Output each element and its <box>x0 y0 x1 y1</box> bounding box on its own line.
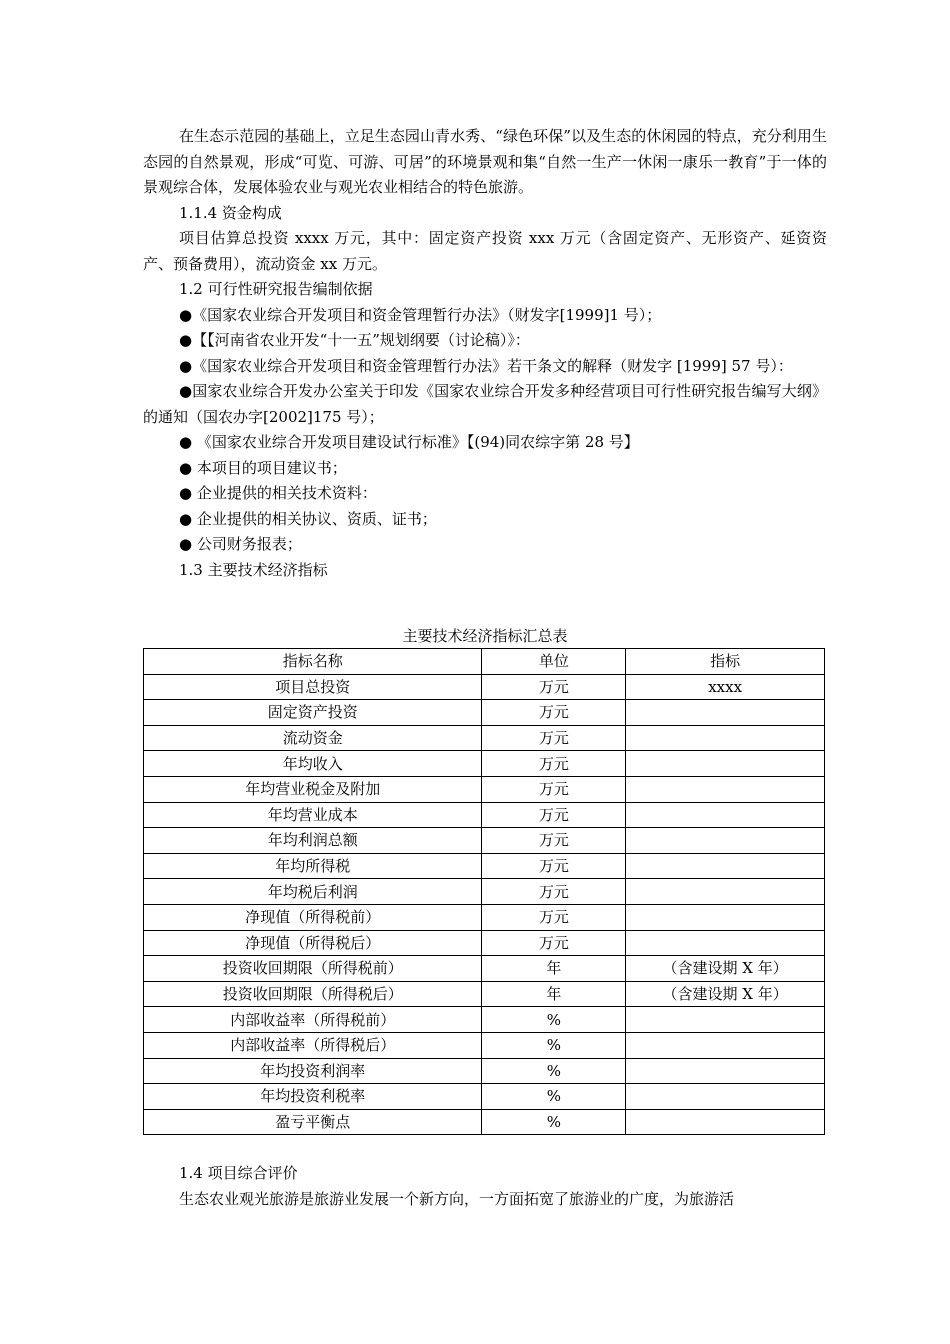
table-cell: 万元 <box>482 776 626 802</box>
table-cell: % <box>482 1058 626 1084</box>
table-row <box>144 981 825 1007</box>
lower-text <box>143 1161 827 1212</box>
table-cell <box>626 930 825 956</box>
table-cell <box>626 700 825 726</box>
table-cell: 净现值（所得税后） <box>144 930 482 956</box>
table-cell <box>626 1084 825 1110</box>
list-item: ●国家农业综合开发办公室关于印发《国家农业综合开发多种经营项目可行性研究报告编写大纲》的通知（国农办字[2002]175 号）； <box>143 382 827 426</box>
list-item: ●《国家农业综合开发项目和资金管理暂行办法》若干条文的解释（财发字 [1999] 57 号）： <box>179 356 793 375</box>
table-cell: 万元 <box>482 828 626 854</box>
column-header: 指标名称 <box>144 649 482 675</box>
table-cell: （含建设期 X 年） <box>626 981 825 1007</box>
list-item: ● 企业提供的相关技术资料： <box>179 484 377 502</box>
table-row <box>144 700 825 726</box>
table-cell: 净现值（所得税前） <box>144 904 482 930</box>
table-cell: 年均营业税金及附加 <box>144 776 482 802</box>
table-cell: 固定资产投资 <box>144 700 482 726</box>
table-cell: 万元 <box>482 700 626 726</box>
table-cell <box>626 1007 825 1033</box>
list-item: ● 企业提供的相关协议、资质、证书； <box>179 509 437 528</box>
table-cell: 万元 <box>482 725 626 751</box>
table-cell <box>626 776 825 802</box>
table-cell <box>626 828 825 854</box>
list-item: ● 公司财务报表； <box>179 535 302 553</box>
section-heading-1-3: 1.3 主要技术经济指标 <box>179 560 328 579</box>
table-title: 主要技术经济指标汇总表 <box>402 627 568 645</box>
table-row <box>144 1084 825 1110</box>
table-cell: % <box>482 1109 626 1135</box>
table-row <box>144 1032 825 1058</box>
section-heading-1-1-4: 1.1.4 资金构成 <box>179 203 282 222</box>
table-row <box>144 904 825 930</box>
evaluation-paragraph: 生态农业观光旅游是旅游业发展一个新方向，一方面拓宽了旅游业的广度，为旅游活 <box>179 1189 735 1208</box>
table-cell: % <box>482 1007 626 1033</box>
table-row <box>144 1058 825 1084</box>
table-cell: 投资收回期限（所得税后） <box>144 981 482 1007</box>
table-cell: 项目总投资 <box>144 674 482 700</box>
table-row <box>144 956 825 982</box>
table-cell: 年均所得税 <box>144 853 482 879</box>
table-cell <box>626 751 825 777</box>
table-cell <box>626 1109 825 1135</box>
table-cell: xxxx <box>626 674 825 700</box>
table-cell <box>626 1058 825 1084</box>
table-row <box>144 853 825 879</box>
table-cell: 万元 <box>482 802 626 828</box>
table-cell: % <box>482 1032 626 1058</box>
table-cell: 年均税后利润 <box>144 879 482 905</box>
table-row <box>144 674 825 700</box>
list-item: ●《国家农业综合开发项目和资金管理暂行办法》（财发字[1999]1 号）； <box>179 305 662 324</box>
table-cell <box>626 725 825 751</box>
table-row <box>144 879 825 905</box>
table-row <box>144 802 825 828</box>
upper-text <box>143 124 827 583</box>
section-heading-1-2: 1.2 可行性研究报告编制依据 <box>179 280 373 298</box>
table-cell: 年均投资利税率 <box>144 1084 482 1110</box>
table-cell: 投资收回期限（所得税前） <box>144 956 482 982</box>
table-row <box>144 751 825 777</box>
table-cell: 万元 <box>482 853 626 879</box>
table-cell: 盈亏平衡点 <box>144 1109 482 1135</box>
table-row <box>144 828 825 854</box>
table-cell: 流动资金 <box>144 725 482 751</box>
table-cell <box>626 904 825 930</box>
table-cell: 年均投资利润率 <box>144 1058 482 1084</box>
indicator-table <box>143 648 825 1135</box>
table-cell <box>626 802 825 828</box>
funding-paragraph: 项目估算总投资 xxxx 万元，其中：固定资产投资 xxx 万元（含固定资产、无形资产、延资资产、预备费用），流动资金 xx 万元。 <box>143 229 827 273</box>
table-cell: 万元 <box>482 751 626 777</box>
table-cell <box>626 879 825 905</box>
table-cell: 万元 <box>482 904 626 930</box>
section-heading-1-4: 1.4 项目综合评价 <box>179 1164 298 1182</box>
table-cell <box>626 1032 825 1058</box>
list-item: ● 本项目的项目建议书； <box>179 458 347 477</box>
list-item: ● 《国家农业综合开发项目建设试行标准》【(94)同农综字第 28 号】 <box>179 433 639 451</box>
table-row <box>144 1007 825 1033</box>
table-cell: 年均收入 <box>144 751 482 777</box>
table-cell: 年 <box>482 981 626 1007</box>
table-cell: 万元 <box>482 674 626 700</box>
table-cell: 年均营业成本 <box>144 802 482 828</box>
table-header-row <box>144 649 825 675</box>
table-cell: % <box>482 1084 626 1110</box>
table-cell: 内部收益率（所得税后） <box>144 1032 482 1058</box>
table-cell: （含建设期 X 年） <box>626 956 825 982</box>
column-header: 指标 <box>626 649 825 675</box>
basis-list <box>143 303 827 558</box>
table-row <box>144 1109 825 1135</box>
table-cell: 万元 <box>482 930 626 956</box>
table-cell: 年 <box>482 956 626 982</box>
table-row <box>144 776 825 802</box>
column-header: 单位 <box>482 649 626 675</box>
table-cell: 万元 <box>482 879 626 905</box>
table-row <box>144 930 825 956</box>
table-cell: 年均利润总额 <box>144 828 482 854</box>
table-cell <box>626 853 825 879</box>
table-row <box>144 725 825 751</box>
list-item: ●【【河南省农业开发“十一五”规划纲要（讨论稿）》： <box>179 331 530 349</box>
table-cell: 内部收益率（所得税前） <box>144 1007 482 1033</box>
intro-paragraph: 在生态示范园的基础上，立足生态园山青水秀、“绿色环保”以及生态的休闲园的特点，充分利用生态园的自然景观，形成“可览、可游、可居”的环境景观和集“自然一生产一休闲一康乐一教育”于一体的景观综合体，发展体验农业与观光农业相结合的特色旅游。 <box>143 127 827 196</box>
